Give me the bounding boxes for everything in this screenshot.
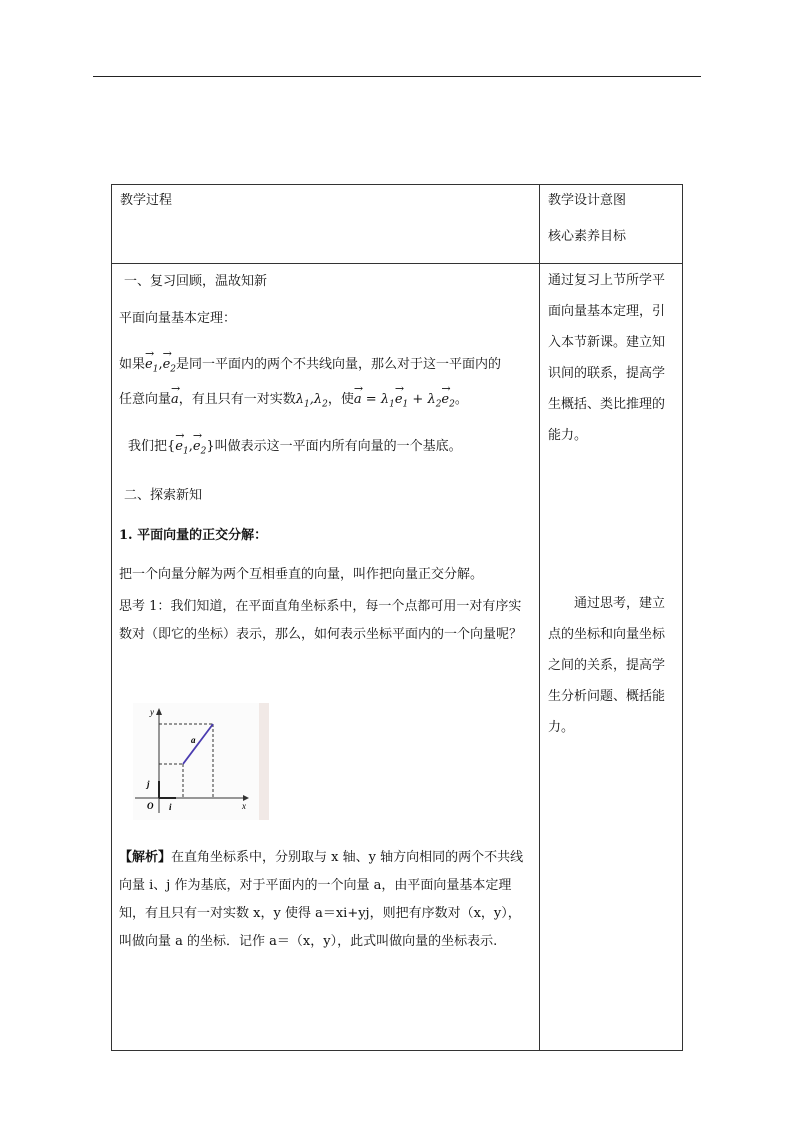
vector-e2: → $e_2$ (163, 355, 176, 380)
basis-pre: 我们把 (128, 439, 168, 454)
figure-edge (259, 703, 269, 820)
basis-post: 叫做表示这一平面内所有向量的一个基底。 (214, 439, 462, 454)
origin-label: O (147, 801, 154, 811)
process-cell (112, 264, 540, 1051)
equation-a: → a (354, 390, 362, 410)
lesson-table (111, 184, 683, 1051)
analysis-label: 【解析】 (119, 850, 172, 865)
intent-explore: 通过思考，建立点的坐标和向量坐标之间的关系，提高学生分析问题、概括能力。 (548, 596, 666, 735)
theorem-line-1-post: 是同一平面内的两个不共线向量，那么对于这一平面内的 (176, 357, 502, 372)
header-process-title: 教学过程 (120, 193, 173, 208)
header-goal-title: 核心素养目标 (548, 229, 627, 244)
section-review-heading: 一、复习回顾，温故知新 (124, 274, 268, 289)
header-rule (93, 76, 701, 77)
theorem-line-2-end: 。 (454, 392, 468, 407)
header-intent-title: 教学设计意图 (548, 193, 627, 208)
theorem-line-2-mid: ，有且只有一对实数 (178, 392, 296, 407)
table-body-row (112, 264, 683, 1051)
theorem-line-2: 任意向量→ a，有且只有一对实数$\lambda_1,\lambda_2$，使→ $a = \lambda_1\to e_1 + \lambda_2\to e_2$。 (119, 390, 468, 415)
y-axis-label: y (150, 707, 154, 717)
analysis-paragraph (119, 844, 529, 956)
coordinate-diagram (133, 703, 269, 820)
analysis-text: 在直角坐标系中，分别取与 x 轴、y 轴方向相同的两个不共线向量 i、j 作为基底，对于平面内的一个向量 a，由平面向量基本定理知，有且只有一对实数 x，y 使得 a＝xi+yj，则把有序数对（x，y），叫做向量 a 的坐标．记作 a＝（x，y），此式叫做向量的坐标表示. (119, 850, 524, 949)
think-question-1: 思考 1：我们知道，在平面直角坐标系中，每一个点都可用一对有序实数对（即它的坐标）表示，那么，如何表示坐标平面内的一个向量呢？ (119, 599, 523, 642)
x-axis-label: x (242, 801, 246, 811)
theorem-line-2-mid2: ，使 (327, 392, 354, 407)
basis-sentence: 我们把{→ $e_1,\to e_2$}叫做表示这一平面内所有向量的一个基底。 (128, 437, 462, 462)
vector-e1: → $e_1$ (145, 355, 158, 380)
header-cell-process (112, 185, 540, 264)
orthogonal-decomp-heading: 1. 平面向量的正交分解： (119, 528, 268, 543)
intent-cell (540, 264, 683, 1051)
section-explore-heading: 二、探索新知 (124, 488, 203, 503)
a-label: a (191, 735, 196, 745)
intent-review: 通过复习上节所学平面向量基本定理，引入本节新课。建立知识间的联系，提高学生概括、类比推理的能力。 (548, 273, 666, 443)
coordinate-figure (133, 703, 269, 820)
table-header-row (112, 185, 683, 264)
orthogonal-decomp-definition: 把一个向量分解为两个互相垂直的向量，叫作把向量正交分解。 (119, 567, 484, 582)
j-label: j (147, 779, 150, 789)
theorem-line-1-pre: 如果 (119, 357, 146, 372)
theorem-line-1: 如果→ $e_1,\to e_2$是同一平面内的两个不共线向量，那么对于这一平面内的 (119, 355, 501, 380)
header-cell-intent (540, 185, 683, 264)
vector-a-line (183, 724, 213, 764)
theorem-title: 平面向量基本定理： (119, 311, 237, 326)
theorem-line-2-pre: 任意向量 (119, 392, 172, 407)
lambda-pair: $\lambda_1,\lambda_2$ (295, 392, 328, 410)
i-label: i (169, 802, 172, 812)
vector-a: → a (171, 390, 179, 410)
y-arrow-icon (156, 708, 162, 715)
